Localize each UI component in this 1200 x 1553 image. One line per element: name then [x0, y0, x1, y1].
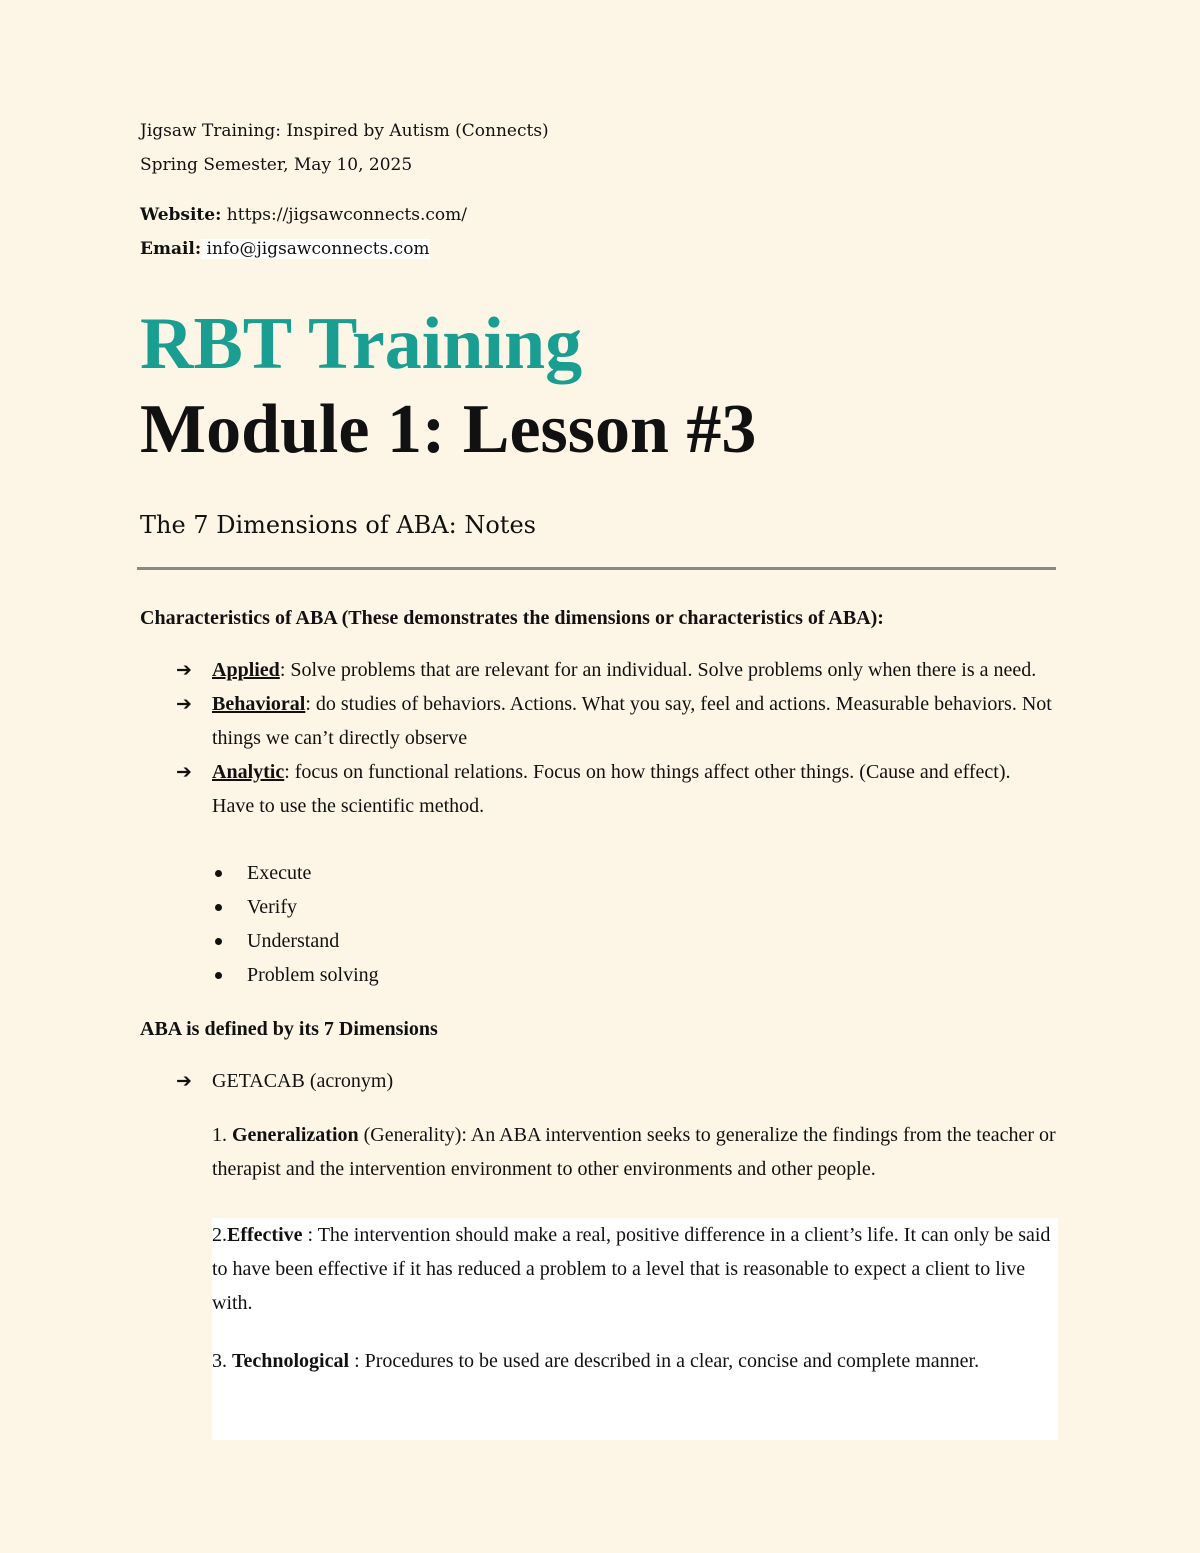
term-analytic: Analytic: [212, 761, 285, 783]
dimension-description: : Procedures to be used are described in a clear, concise and complete manner.: [349, 1350, 980, 1372]
list-item: Verify: [176, 890, 1056, 924]
contact-info: [140, 198, 467, 266]
characteristics-list: [176, 653, 1056, 823]
arrow-right-icon: ➔: [176, 693, 192, 715]
list-item: Problem solving: [176, 958, 1056, 992]
semester-date: Spring Semester, May 10, 2025: [140, 155, 413, 175]
horizontal-divider: [137, 567, 1056, 570]
website-label: Website:: [140, 205, 222, 225]
characteristics-heading: Characteristics of ABA (These demonstrates the dimensions or characteristics of ABA):: [140, 607, 884, 629]
list-item: Execute: [176, 856, 1056, 890]
term-behavioral: Behavioral: [212, 693, 306, 715]
list-item: [176, 1064, 1056, 1098]
list-item: [176, 755, 1056, 823]
dimension-term: Generalization: [232, 1124, 359, 1146]
arrow-right-icon: ➔: [176, 761, 192, 783]
arrow-right-icon: ➔: [176, 1070, 192, 1092]
term-description: : focus on functional relations. Focus on how things affect other things. (Cause and effect). Have to use the scientific method.: [212, 761, 1011, 817]
list-item: [176, 687, 1056, 755]
dimension-effective: [212, 1218, 1058, 1320]
analytic-subitems: [176, 856, 1056, 992]
list-item: Understand: [176, 924, 1056, 958]
dimension-generalization: [212, 1118, 1058, 1186]
dimension-highlight-box: [212, 1218, 1058, 1440]
website-line: [140, 198, 467, 232]
term-description: : Solve problems that are relevant for an individual. Solve problems only when there is a need.: [279, 659, 1037, 681]
email-link[interactable]: info@jigsawconnects.com: [201, 239, 430, 259]
list-item: [176, 653, 1056, 687]
section-subtitle: The 7 Dimensions of ABA: Notes: [140, 511, 536, 539]
dimension-number: 3.: [212, 1350, 232, 1372]
dimensions-heading: ABA is defined by its 7 Dimensions: [140, 1018, 438, 1040]
course-header: [140, 114, 549, 182]
course-name: Jigsaw Training: Inspired by Autism (Connects): [140, 121, 549, 141]
term-applied: Applied: [212, 659, 280, 681]
dimension-technological: [212, 1344, 1058, 1378]
dimension-term: Effective: [227, 1224, 303, 1246]
page-title: RBT Training: [140, 303, 583, 385]
email-label: Email:: [140, 239, 202, 259]
dimension-description: : The intervention should make a real, positive difference in a client’s life. It can only be said to have been effective if it has reduced a problem to a level that is reasonable to expect a client to live with.: [212, 1224, 1051, 1314]
document-page: [140, 0, 1060, 1553]
term-description: : do studies of behaviors. Actions. What you say, feel and actions. Measurable behaviors. Not things we can’t directly observe: [212, 693, 1052, 749]
arrow-right-icon: ➔: [176, 659, 192, 681]
dimension-description: (Generality): An ABA intervention seeks to generalize the findings from the teacher or therapist and the intervention environment to other environments and other people.: [212, 1124, 1056, 1180]
module-title: Module 1: Lesson #3: [140, 391, 757, 468]
email-line: [140, 232, 467, 266]
dimension-number: 1.: [212, 1124, 232, 1146]
acronym-text: GETACAB (acronym): [212, 1070, 394, 1092]
website-link[interactable]: https://jigsawconnects.com/: [221, 205, 467, 225]
dimension-term: Technological: [232, 1350, 350, 1372]
dimension-number: 2.: [212, 1224, 227, 1246]
dimensions-list: [176, 1064, 1056, 1098]
